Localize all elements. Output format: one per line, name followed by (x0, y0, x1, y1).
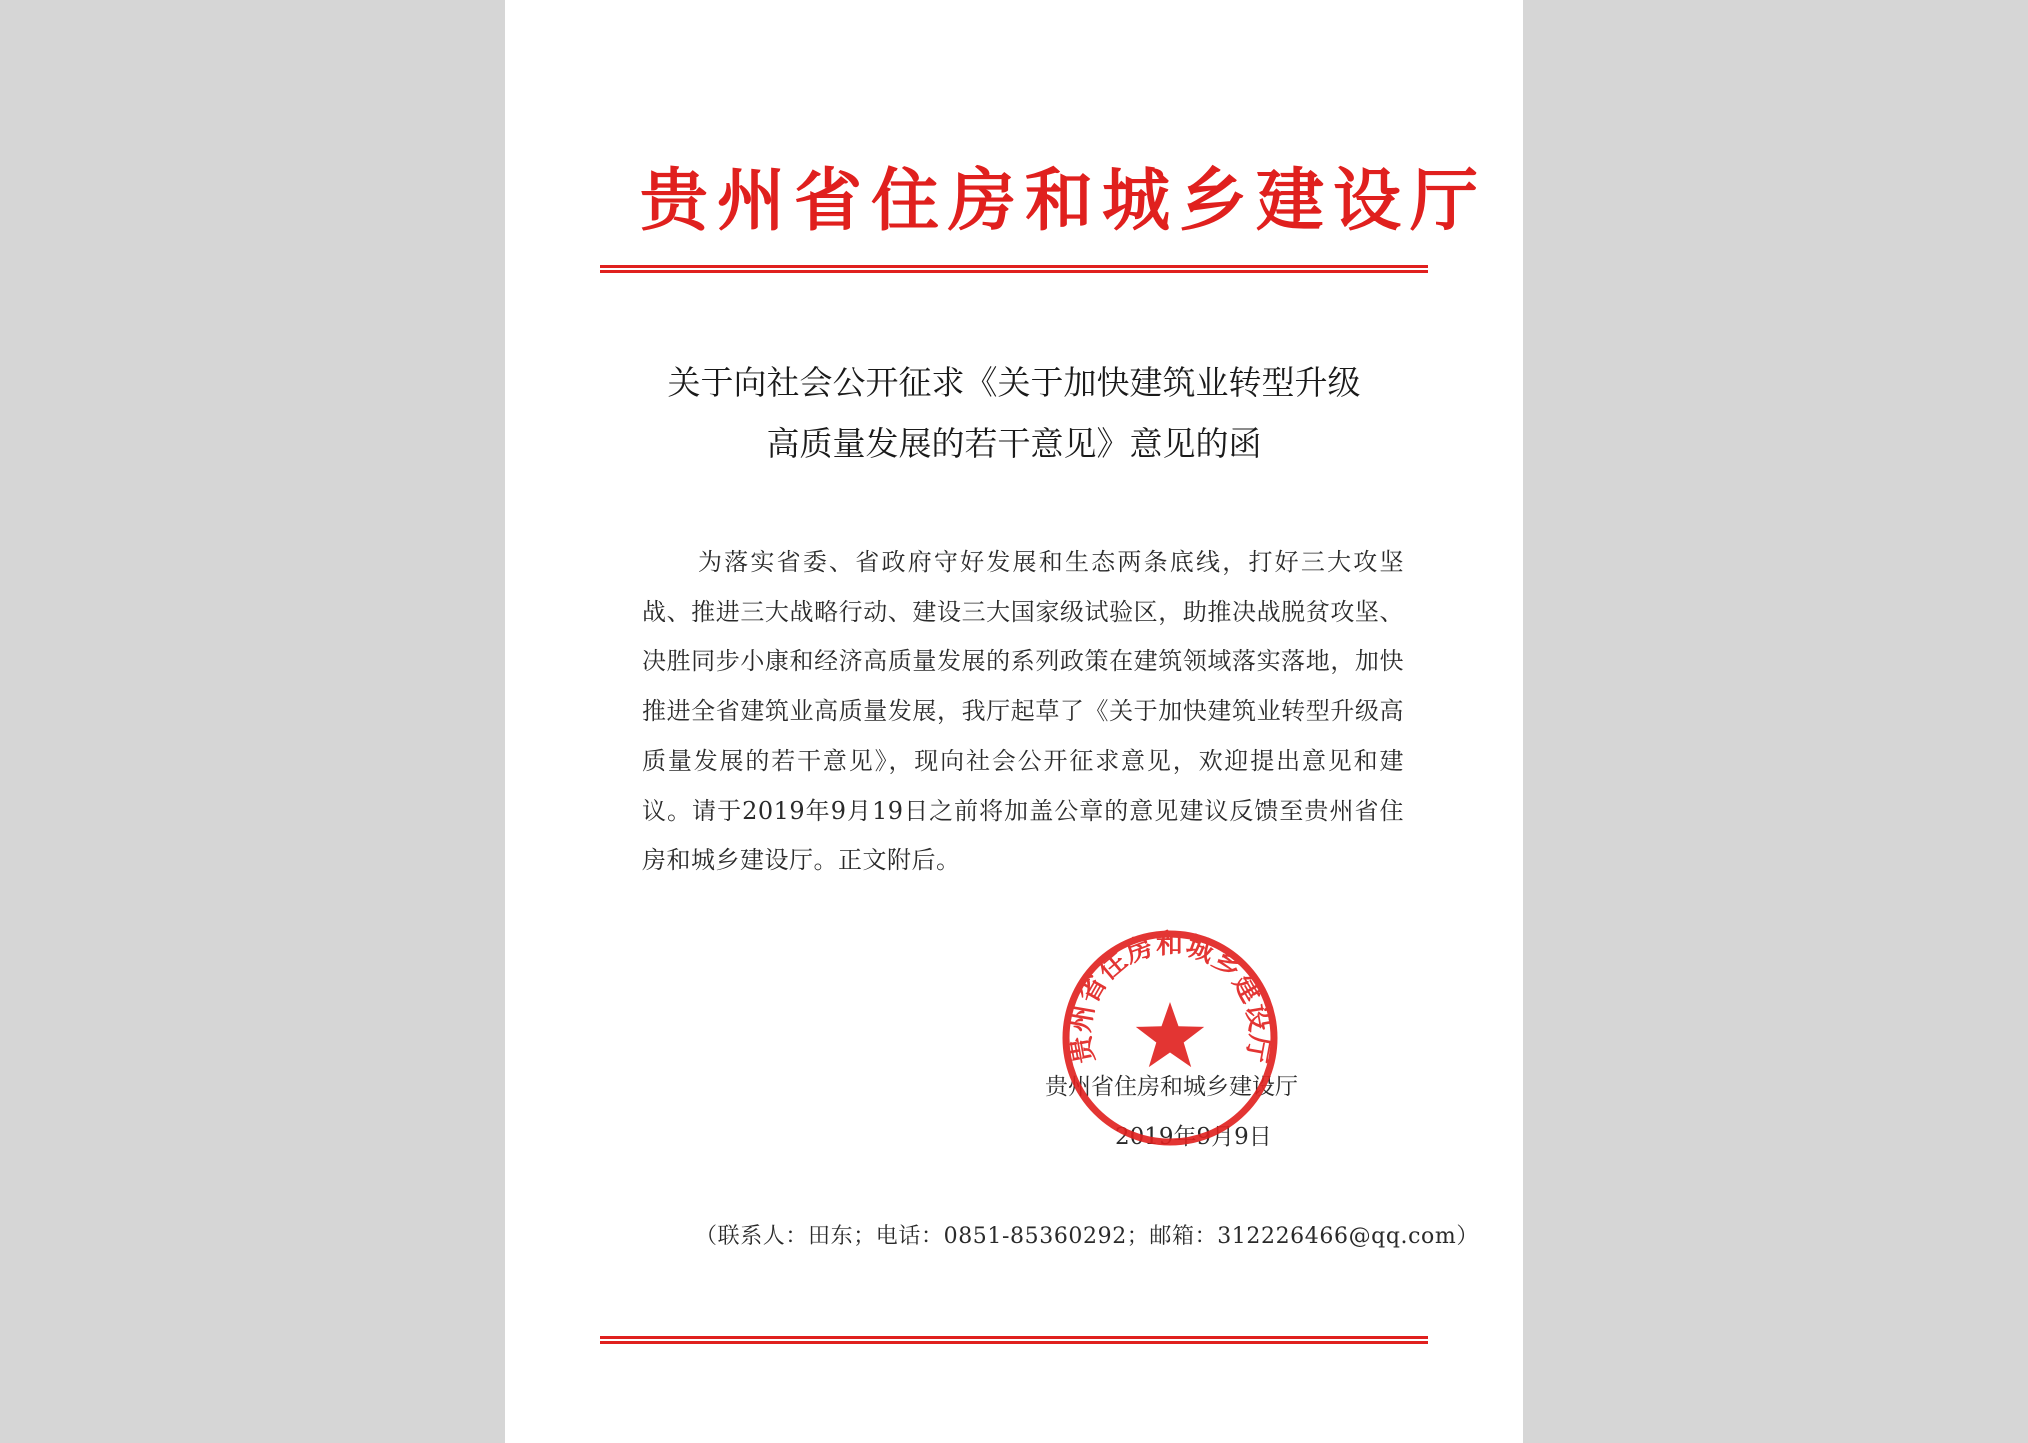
footer-divider (600, 1336, 1428, 1344)
contact-info: （联系人：田东；电话：0851-85360292；邮箱：312226466@qq.com） (695, 1224, 1479, 1249)
star-icon (1136, 1002, 1204, 1067)
signature-organization: 贵州省住房和城乡建设厅 (1045, 1074, 1298, 1100)
document-page (505, 0, 1523, 1443)
official-seal (1060, 928, 1280, 1148)
body-paragraph: 为落实省委、省政府守好发展和生态两条底线，打好三大攻坚战、推进三大战略行动、建设三大国家级试验区，助推决战脱贫攻坚、决胜同步小康和经济高质量发展的系列政策在建筑领域落实落地，加快推进全省建筑业高质量发展，我厅起草了《关于加快建筑业转型升级高质量发展的若干意见》，现向社会公开征求意见，欢迎提出意见和建议。请于2019年9月19日之前将加盖公章的意见建议反馈至贵州省住房和城乡建设厅。正文附后。 (642, 548, 1404, 875)
document-title-line-2: 高质量发展的若干意见》意见的函 (766, 424, 1262, 463)
seal-text: 贵州省住房和城乡建设厅 (1065, 929, 1275, 1066)
signature-date: 2019年9月9日 (1115, 1124, 1272, 1150)
document-title-line-1: 关于向社会公开征求《关于加快建筑业转型升级 (667, 363, 1361, 402)
letterhead-divider (600, 265, 1428, 273)
letterhead-agency-name: 贵州省住房和城乡建设厅 (640, 162, 1488, 241)
